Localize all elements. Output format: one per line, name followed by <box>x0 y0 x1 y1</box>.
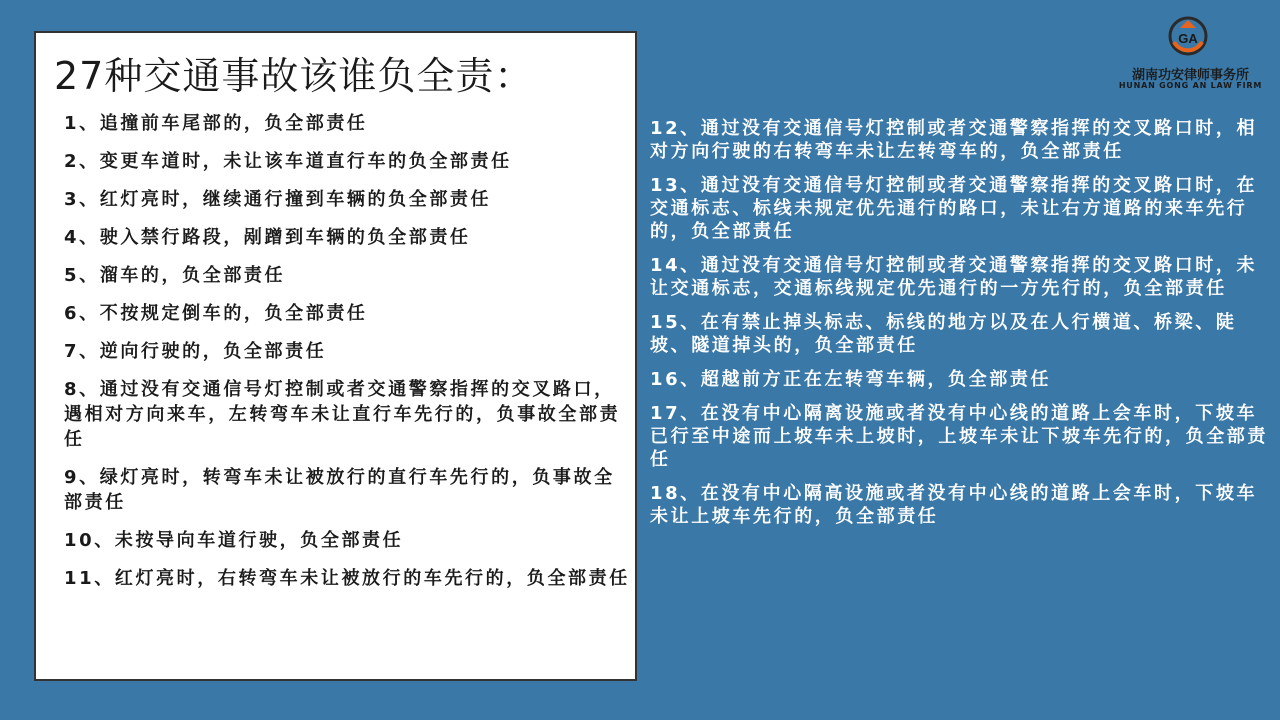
left-content-panel <box>34 31 637 681</box>
list-item: 15、在有禁止掉头标志、标线的地方以及在人行横道、桥梁、陡坡、隧道掉头的，负全部责任 <box>650 312 1237 356</box>
right-rule-list <box>650 117 1270 539</box>
list-item: 4、驶入禁行路段，剐蹭到车辆的负全部责任 <box>64 227 471 248</box>
law-firm-name-cn: 湖南功安律师事务所 <box>1131 68 1249 83</box>
list-item: 9、绿灯亮时，转弯车未让被放行的直行车先行的，负事故全部责任 <box>64 467 615 513</box>
list-item: 14、通过没有交通信号灯控制或者交通警察指挥的交叉路口时，未让交通标志，交通标线规定优先通行的一方先行的，负全部责任 <box>650 255 1258 299</box>
list-item: 1、追撞前车尾部的，负全部责任 <box>64 113 368 134</box>
list-item: 2、变更车道时，未让该车道直行车的负全部责任 <box>64 151 512 172</box>
list-item: 5、溜车的，负全部责任 <box>64 265 286 286</box>
list-item: 18、在没有中心隔高设施或者没有中心线的道路上会车时，下坡车未让上坡车先行的，负全部责任 <box>650 483 1258 527</box>
law-firm-logo-icon <box>1168 16 1208 56</box>
list-item: 3、红灯亮时，继续通行撞到车辆的负全部责任 <box>64 189 492 210</box>
list-item: 6、不按规定倒车的，负全部责任 <box>64 303 368 324</box>
left-rule-list <box>64 111 632 604</box>
list-item: 13、通过没有交通信号灯控制或者交通警察指挥的交叉路口时，在交通标志、标线未规定优先通行的路口，未让右方道路的来车先行的，负全部责任 <box>650 175 1258 242</box>
slide-title: 27种交通事故该谁负全责： <box>54 54 534 98</box>
list-item: 11、红灯亮时，右转弯车未让被放行的车先行的，负全部责任 <box>64 568 630 589</box>
list-item: 17、在没有中心隔离设施或者没有中心线的道路上会车时，下坡车已行至中途而上坡车未上坡时，上坡车未让下坡车先行的，负全部责任 <box>650 403 1268 470</box>
logo-mark-text: GA <box>1178 31 1198 46</box>
list-item: 16、超越前方正在左转弯车辆，负全部责任 <box>650 369 1052 390</box>
list-item: 10、未按导向车道行驶，负全部责任 <box>64 530 404 551</box>
list-item: 12、通过没有交通信号灯控制或者交通警察指挥的交叉路口时，相对方向行驶的右转弯车未让左转弯车的，负全部责任 <box>650 118 1258 162</box>
law-firm-logo <box>1113 14 1268 94</box>
list-item: 7、逆向行驶的，负全部责任 <box>64 341 327 362</box>
law-firm-name-en: HUNAN GONG AN LAW FIRM <box>1118 81 1263 90</box>
list-item: 8、通过没有交通信号灯控制或者交通警察指挥的交叉路口，遇相对方向来车，左转弯车未让直行车先行的，负事故全部责任 <box>64 379 621 450</box>
